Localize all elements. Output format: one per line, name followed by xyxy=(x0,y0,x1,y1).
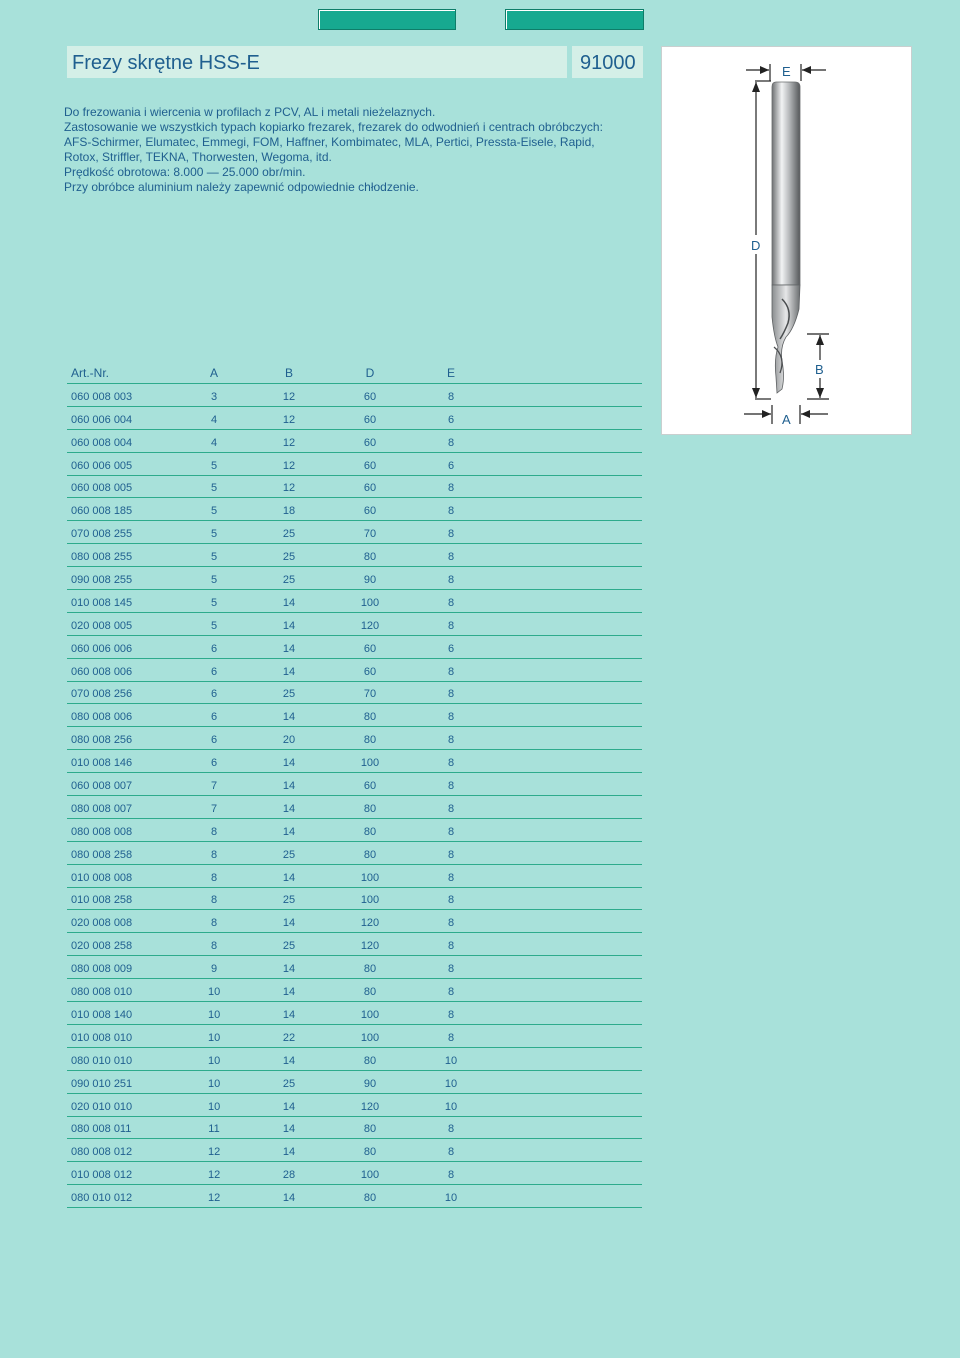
cell-d: 70 xyxy=(363,528,377,541)
cell-e: 8 xyxy=(447,390,455,403)
cell-a: 8 xyxy=(210,917,218,930)
cell-d: 90 xyxy=(363,1077,377,1090)
cell-art-nr: 090 010 251 xyxy=(71,1077,133,1090)
table-row xyxy=(67,1117,642,1140)
cell-e: 8 xyxy=(447,505,455,518)
cell-a: 5 xyxy=(210,574,218,587)
cell-a: 10 xyxy=(208,1031,221,1044)
cell-b: 22 xyxy=(282,1031,296,1044)
cell-b: 14 xyxy=(282,802,296,815)
table-row xyxy=(67,567,642,590)
cell-b: 25 xyxy=(282,688,296,701)
label-e: E xyxy=(782,64,791,79)
table-row xyxy=(67,865,642,888)
cell-d: 70 xyxy=(363,688,377,701)
cell-art-nr: 010 008 140 xyxy=(71,1008,133,1021)
cell-art-nr: 020 008 008 xyxy=(71,917,133,930)
dimension-a xyxy=(744,405,828,427)
label-b: B xyxy=(815,362,824,377)
header-b: B xyxy=(284,366,293,380)
cell-b: 14 xyxy=(282,596,296,609)
cell-e: 8 xyxy=(447,574,455,587)
cell-b: 14 xyxy=(282,642,296,655)
cell-art-nr: 080 008 012 xyxy=(71,1146,133,1159)
table-row xyxy=(67,407,642,430)
tool-diagram xyxy=(661,46,912,435)
cell-a: 10 xyxy=(208,1054,221,1067)
cell-d: 80 xyxy=(363,848,377,861)
table-row xyxy=(67,727,642,750)
cell-b: 28 xyxy=(282,1169,296,1182)
cell-a: 5 xyxy=(210,482,218,495)
table-row xyxy=(67,933,642,956)
table-row xyxy=(67,430,642,453)
cell-e: 8 xyxy=(447,894,455,907)
cell-a: 12 xyxy=(208,1192,221,1205)
cutter-drawing xyxy=(662,47,913,436)
cell-e: 8 xyxy=(447,917,455,930)
table-row xyxy=(67,1002,642,1025)
cell-b: 14 xyxy=(282,780,296,793)
cell-art-nr: 060 006 004 xyxy=(71,413,133,426)
table-row xyxy=(67,888,642,911)
table-row xyxy=(67,1162,642,1185)
cell-b: 14 xyxy=(282,1008,296,1021)
cell-d: 80 xyxy=(363,1054,377,1067)
cell-b: 14 xyxy=(282,1100,296,1113)
cell-art-nr: 090 008 255 xyxy=(71,574,133,587)
cell-d: 100 xyxy=(360,1169,380,1182)
cell-art-nr: 080 008 011 xyxy=(71,1123,132,1136)
table-row xyxy=(67,1185,642,1208)
cell-a: 8 xyxy=(210,871,218,884)
cell-e: 10 xyxy=(444,1054,458,1067)
table-row xyxy=(67,819,642,842)
cell-e: 8 xyxy=(447,986,455,999)
cell-art-nr: 070 008 256 xyxy=(71,688,133,701)
cutter-body xyxy=(772,82,800,393)
catalog-code: 91000 xyxy=(572,46,643,78)
product-table xyxy=(67,364,642,1208)
cell-b: 12 xyxy=(282,482,296,495)
cell-e: 8 xyxy=(447,1031,455,1044)
cell-e: 8 xyxy=(447,665,455,678)
cell-d: 80 xyxy=(363,551,377,564)
cell-e: 8 xyxy=(447,802,455,815)
cell-art-nr: 060 008 004 xyxy=(71,436,133,449)
cell-art-nr: 020 008 258 xyxy=(71,940,133,953)
cell-d: 90 xyxy=(363,574,377,587)
cell-e: 8 xyxy=(447,940,455,953)
cell-art-nr: 010 008 012 xyxy=(71,1169,133,1182)
cell-e: 8 xyxy=(447,757,455,770)
cell-a: 10 xyxy=(208,1100,221,1113)
cell-art-nr: 020 010 010 xyxy=(71,1100,133,1113)
cell-d: 100 xyxy=(360,1008,380,1021)
cell-b: 14 xyxy=(282,917,296,930)
cell-e: 8 xyxy=(447,1146,455,1159)
cell-art-nr: 080 008 258 xyxy=(71,848,133,861)
cell-a: 3 xyxy=(210,390,218,403)
cell-a: 8 xyxy=(210,894,218,907)
table-row xyxy=(67,956,642,979)
product-description xyxy=(64,105,664,195)
cell-d: 80 xyxy=(363,986,377,999)
cell-d: 60 xyxy=(363,482,377,495)
cell-b: 25 xyxy=(282,894,296,907)
cell-d: 100 xyxy=(360,1031,380,1044)
cell-a: 6 xyxy=(210,734,218,747)
table-row xyxy=(67,476,642,499)
cell-b: 12 xyxy=(282,413,296,426)
cell-a: 4 xyxy=(210,413,218,426)
cell-d: 60 xyxy=(363,459,377,472)
cell-art-nr: 080 008 256 xyxy=(71,734,133,747)
cell-a: 8 xyxy=(210,825,218,838)
cell-art-nr: 060 006 005 xyxy=(71,459,133,472)
cell-a: 6 xyxy=(210,688,218,701)
cell-e: 8 xyxy=(447,711,455,724)
cell-art-nr: 010 008 146 xyxy=(71,757,133,770)
cell-art-nr: 010 008 008 xyxy=(71,871,133,884)
cell-e: 8 xyxy=(447,1123,455,1136)
cell-art-nr: 080 008 010 xyxy=(71,986,133,999)
cell-b: 14 xyxy=(282,963,296,976)
table-row xyxy=(67,910,642,933)
cell-a: 5 xyxy=(210,551,218,564)
header-tab-left xyxy=(318,9,456,30)
cell-b: 14 xyxy=(282,711,296,724)
cell-art-nr: 080 010 010 xyxy=(71,1054,133,1067)
cell-b: 25 xyxy=(282,848,296,861)
cell-art-nr: 060 008 006 xyxy=(71,665,133,678)
cell-e: 8 xyxy=(447,551,455,564)
header-e: E xyxy=(446,366,455,380)
cell-a: 6 xyxy=(210,757,218,770)
table-row xyxy=(67,544,642,567)
cell-e: 8 xyxy=(447,436,455,449)
cell-e: 8 xyxy=(447,825,455,838)
cell-d: 100 xyxy=(360,596,380,609)
cell-art-nr: 060 006 006 xyxy=(71,642,133,655)
cell-e: 8 xyxy=(447,734,455,747)
cell-d: 80 xyxy=(363,1192,377,1205)
cell-a: 7 xyxy=(210,780,218,793)
cell-a: 5 xyxy=(210,619,218,632)
cell-a: 10 xyxy=(208,1077,221,1090)
cell-a: 6 xyxy=(210,711,218,724)
cell-a: 8 xyxy=(210,848,218,861)
table-row xyxy=(67,704,642,727)
table-header-row xyxy=(67,364,642,384)
cell-e: 6 xyxy=(447,459,455,472)
cell-a: 5 xyxy=(210,459,218,472)
cell-b: 14 xyxy=(282,871,296,884)
cell-art-nr: 080 008 255 xyxy=(71,551,133,564)
cell-e: 8 xyxy=(447,871,455,884)
description-line: Do frezowania i wiercenia w profilach z PCV, AL i metali nieżelaznych. xyxy=(64,105,436,119)
table-row xyxy=(67,636,642,659)
table-row xyxy=(67,979,642,1002)
cell-d: 80 xyxy=(363,711,377,724)
table-row xyxy=(67,1048,642,1071)
cell-a: 5 xyxy=(210,505,218,518)
table-row xyxy=(67,1071,642,1094)
cell-a: 9 xyxy=(210,963,218,976)
cell-a: 7 xyxy=(210,802,218,815)
cell-a: 4 xyxy=(210,436,218,449)
cell-a: 6 xyxy=(210,642,218,655)
table-row xyxy=(67,842,642,865)
cell-b: 20 xyxy=(282,734,296,747)
cell-e: 8 xyxy=(447,482,455,495)
cell-d: 60 xyxy=(363,436,377,449)
cell-art-nr: 060 008 003 xyxy=(71,390,133,403)
table-row xyxy=(67,384,642,407)
cell-b: 18 xyxy=(282,505,296,518)
cell-e: 8 xyxy=(447,596,455,609)
description-line: AFS-Schirmer, Elumatec, Emmegi, FOM, Haffner, Kombimatec, MLA, Pertici, Pressta-Eisele, Rapid, xyxy=(64,135,595,149)
cell-art-nr: 060 008 007 xyxy=(71,780,133,793)
cell-art-nr: 080 008 007 xyxy=(71,802,133,815)
cell-e: 8 xyxy=(447,528,455,541)
table-row xyxy=(67,453,642,476)
cell-d: 80 xyxy=(363,1123,377,1136)
cell-d: 120 xyxy=(360,917,380,930)
label-a: A xyxy=(782,412,791,427)
table-row xyxy=(67,498,642,521)
table-row xyxy=(67,521,642,544)
cell-art-nr: 070 008 255 xyxy=(71,528,133,541)
cell-b: 14 xyxy=(282,825,296,838)
cell-a: 12 xyxy=(208,1146,221,1159)
cell-b: 25 xyxy=(282,528,296,541)
cell-a: 5 xyxy=(210,596,218,609)
cell-d: 60 xyxy=(363,413,377,426)
cell-art-nr: 060 008 005 xyxy=(71,482,133,495)
cell-d: 60 xyxy=(363,780,377,793)
cell-art-nr: 010 008 258 xyxy=(71,894,133,907)
description-line: Prędkość obrotowa: 8.000 — 25.000 obr/min. xyxy=(64,165,306,179)
cell-b: 12 xyxy=(282,390,296,403)
cell-b: 14 xyxy=(282,986,296,999)
cell-b: 12 xyxy=(282,459,296,472)
table-row xyxy=(67,796,642,819)
cell-d: 120 xyxy=(360,940,380,953)
cell-d: 80 xyxy=(363,802,377,815)
cell-e: 10 xyxy=(444,1192,458,1205)
cell-e: 8 xyxy=(447,848,455,861)
cell-art-nr: 080 008 009 xyxy=(71,963,133,976)
cell-d: 80 xyxy=(363,1146,377,1159)
cell-d: 60 xyxy=(363,665,377,678)
cell-art-nr: 080 008 006 xyxy=(71,711,133,724)
cell-b: 25 xyxy=(282,551,296,564)
cell-a: 11 xyxy=(208,1123,220,1136)
table-body xyxy=(67,384,642,1208)
cell-b: 12 xyxy=(282,436,296,449)
cell-art-nr: 080 008 008 xyxy=(71,825,133,838)
cell-b: 14 xyxy=(282,1054,296,1067)
cell-a: 6 xyxy=(210,665,218,678)
cell-a: 8 xyxy=(210,940,218,953)
cell-art-nr: 010 008 010 xyxy=(71,1031,133,1044)
table-row xyxy=(67,659,642,682)
cell-e: 8 xyxy=(447,1008,455,1021)
description-line: Rotox, Striffler, TEKNA, Thorwesten, Wegoma, itd. xyxy=(64,150,332,164)
cell-e: 10 xyxy=(444,1100,458,1113)
table-row xyxy=(67,1025,642,1048)
cell-a: 5 xyxy=(210,528,218,541)
cell-d: 60 xyxy=(363,505,377,518)
cell-b: 14 xyxy=(282,665,296,678)
cell-e: 6 xyxy=(447,413,455,426)
cell-d: 60 xyxy=(363,642,377,655)
cell-d: 80 xyxy=(363,734,377,747)
cell-d: 60 xyxy=(363,390,377,403)
cell-d: 100 xyxy=(360,894,380,907)
table-row xyxy=(67,1094,642,1117)
cell-d: 100 xyxy=(360,757,380,770)
cell-b: 14 xyxy=(282,1192,296,1205)
cell-art-nr: 020 008 005 xyxy=(71,619,133,632)
cell-b: 25 xyxy=(282,940,296,953)
header-tab-right xyxy=(505,9,644,30)
cell-d: 100 xyxy=(360,871,380,884)
table-row xyxy=(67,613,642,636)
cell-b: 14 xyxy=(282,619,296,632)
cell-e: 8 xyxy=(447,963,455,976)
dimension-b xyxy=(807,334,829,399)
cell-b: 25 xyxy=(282,1077,296,1090)
cell-e: 8 xyxy=(447,619,455,632)
cell-d: 80 xyxy=(363,825,377,838)
cell-b: 14 xyxy=(282,1123,296,1136)
cell-a: 10 xyxy=(208,986,221,999)
header-a: A xyxy=(209,366,218,380)
table-row xyxy=(67,682,642,705)
label-d: D xyxy=(751,238,761,253)
header-d: D xyxy=(365,366,375,380)
cell-b: 25 xyxy=(282,574,296,587)
cell-e: 8 xyxy=(447,1169,455,1182)
cell-art-nr: 060 008 185 xyxy=(71,505,133,518)
page-title: Frezy skrętne HSS-E xyxy=(67,46,567,78)
cell-d: 120 xyxy=(360,619,380,632)
cell-a: 12 xyxy=(208,1169,221,1182)
cell-art-nr: 010 008 145 xyxy=(71,596,133,609)
dimension-e xyxy=(746,64,826,81)
description-line: Przy obróbce aluminium należy zapewnić odpowiednie chłodzenie. xyxy=(64,180,419,194)
dimension-d xyxy=(751,81,771,399)
cell-e: 8 xyxy=(447,688,455,701)
cell-d: 80 xyxy=(363,963,377,976)
cell-b: 14 xyxy=(282,757,296,770)
cell-art-nr: 080 010 012 xyxy=(71,1192,133,1205)
description-line: Zastosowanie we wszystkich typach kopiarko frezarek, frezarek do odwodnień i centrach obróbczych: xyxy=(64,120,603,134)
cell-e: 8 xyxy=(447,780,455,793)
cell-e: 6 xyxy=(447,642,455,655)
cell-e: 10 xyxy=(444,1077,458,1090)
cell-d: 120 xyxy=(360,1100,380,1113)
table-row xyxy=(67,1139,642,1162)
header-art-nr: Art.-Nr. xyxy=(71,366,109,380)
cell-b: 14 xyxy=(282,1146,296,1159)
table-row xyxy=(67,773,642,796)
cell-a: 10 xyxy=(208,1008,221,1021)
table-row xyxy=(67,590,642,613)
table-row xyxy=(67,750,642,773)
